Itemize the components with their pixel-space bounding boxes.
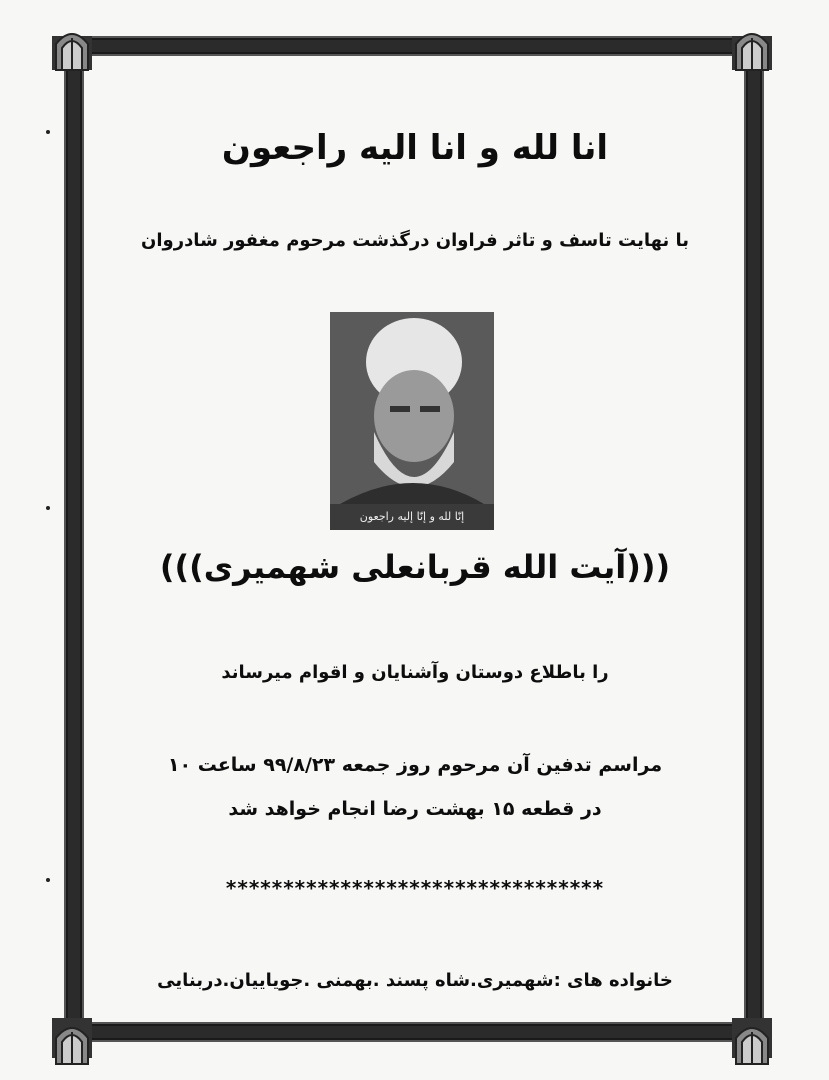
ceremony-line-1: مراسم تدفین آن مرحوم روز جمعه ۹۹/۸/۲۳ ساعت ۱۰ [167,754,663,776]
punch-hole-mark [46,506,50,510]
notification-text: را باطلاع دوستان وآشنایان و اقوام میرساند [221,662,609,683]
families-line: خانواده های :شهمیری.شاه پسند .بهمنی .جویاییان.دربنایی [157,970,673,991]
corner-ornament-icon [50,1016,94,1066]
frame-right-border [744,40,764,1040]
portrait-image [330,312,494,504]
photo-caption: إنّا لله و إنّا إلیه راجعون [330,504,494,530]
ceremony-line-2: در قطعه ۱۵ بهشت رضا انجام خواهد شد [228,798,602,820]
corner-ornament-icon [730,22,774,72]
punch-hole-mark [46,878,50,882]
subtitle: با نهایت تاسف و تاثر فراوان درگذشت مرحوم مغفور شادروان [140,230,690,251]
deceased-name: (((آیت الله قربانعلی شهمیری))) [159,548,671,586]
portrait-photo [330,312,494,530]
punch-hole-mark [46,130,50,134]
frame-left-border [64,40,84,1040]
frame-top-border [70,36,760,56]
corner-ornament-icon [730,1016,774,1066]
frame-bottom-border [70,1022,760,1042]
corner-ornament-icon [50,22,94,72]
page-title: انا لله و انا الیه راجعون [221,128,609,168]
star-separator: ********************************* [225,876,605,900]
